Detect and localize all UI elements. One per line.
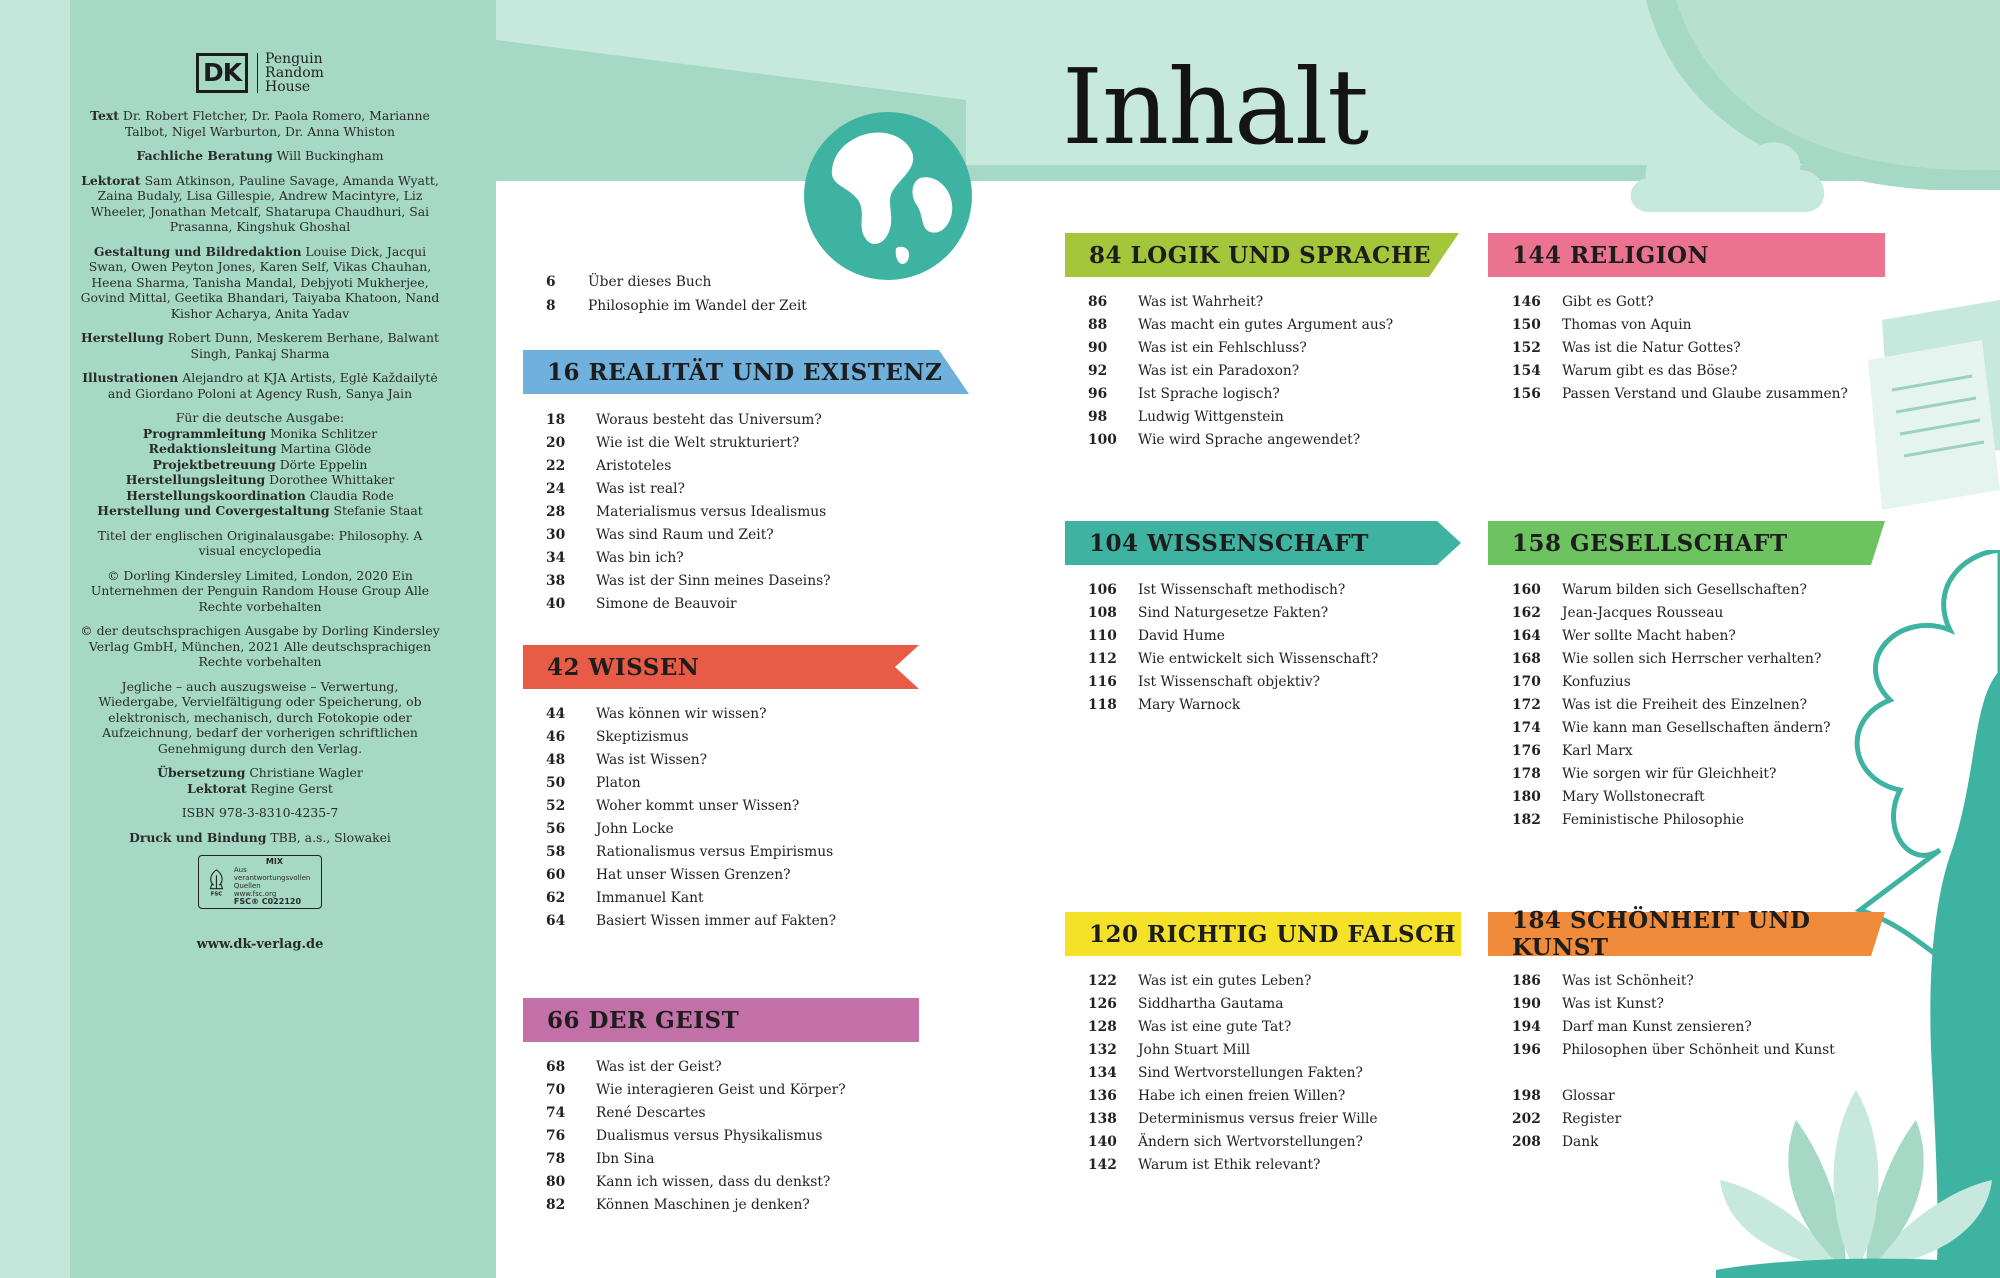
page-number: 140	[1088, 1134, 1117, 1150]
page-number: 190	[1512, 996, 1541, 1012]
entry-title: Thomas von Aquin	[1562, 317, 1692, 333]
entry-title: Was ist ein Paradoxon?	[1138, 363, 1300, 379]
page-number: 142	[1088, 1157, 1117, 1173]
list-item[interactable]	[1088, 291, 1393, 314]
entry-title: Was bin ich?	[596, 550, 684, 566]
list-item[interactable]	[1088, 406, 1393, 429]
list-item[interactable]	[546, 1194, 846, 1217]
translation-credit: Lektorat Regine Gerst	[187, 780, 333, 796]
entry-title: Mary Warnock	[1138, 697, 1241, 713]
credit-illustrations: Illustrationen Alejandro at KJA Artists, Eglė Každailytė and Giordano Poloni at Agency Rush, Sanya Jain	[82, 370, 438, 401]
credit-production: Herstellung Robert Dunn, Meskerem Berhane, Balwant Singh, Pankaj Sharma	[81, 330, 439, 361]
section-heading-wissenschaft[interactable]: 104 WISSENSCHAFT	[1089, 529, 1369, 557]
page-number: 98	[1088, 409, 1108, 425]
fsc-url: www.fsc.org	[233, 890, 277, 898]
section-list-wissen	[546, 703, 836, 933]
entry-title: Habe ich einen freien Willen?	[1138, 1088, 1346, 1104]
entry-title: Aristoteles	[596, 458, 672, 474]
list-item[interactable]	[1088, 1062, 1378, 1085]
page-number: 34	[546, 550, 566, 566]
list-item[interactable]	[1512, 717, 1830, 740]
page-number: 134	[1088, 1065, 1117, 1081]
section-heading-schoenheit[interactable]: 184 SCHÖNHEIT UND KUNST	[1512, 907, 1811, 961]
list-item[interactable]	[546, 887, 836, 910]
section-heading-realitaet[interactable]: 16 REALITÄT UND EXISTENZ	[547, 358, 943, 386]
list-item[interactable]	[546, 294, 807, 318]
publisher-line: Penguin	[265, 51, 323, 67]
section-heading-geist[interactable]: 66 DER GEIST	[547, 1006, 740, 1034]
page-number: 48	[546, 752, 566, 768]
section-list-richtig	[1088, 970, 1378, 1177]
entry-title: Wer sollte Macht haben?	[1562, 628, 1736, 644]
page-number: 162	[1512, 605, 1541, 621]
entry-title: Was ist die Freiheit des Einzelnen?	[1562, 697, 1808, 713]
entry-title: Was ist Kunst?	[1562, 996, 1664, 1012]
globe-icon	[800, 108, 976, 284]
section-heading-logik[interactable]: 84 LOGIK UND SPRACHE	[1089, 241, 1432, 269]
print-credit: Druck und Bindung TBB, a.s., Slowakei	[129, 829, 391, 845]
credit-consulting: Fachliche Beratung Will Buckingham	[136, 148, 384, 163]
page-number: 156	[1512, 386, 1541, 402]
list-item[interactable]	[1512, 579, 1830, 602]
page-number: 194	[1512, 1019, 1541, 1035]
entry-title: Philosophen über Schönheit und Kunst	[1562, 1042, 1835, 1058]
list-item[interactable]	[1088, 337, 1393, 360]
page-number: 70	[546, 1082, 566, 1098]
list-item[interactable]	[1512, 291, 1848, 314]
website[interactable]: www.dk-verlag.de	[196, 937, 324, 952]
page-number: 28	[546, 504, 566, 520]
list-item[interactable]	[546, 432, 831, 455]
list-item[interactable]	[1512, 625, 1830, 648]
german-credit: Herstellungsleitung Dorothee Whittaker	[125, 472, 395, 487]
page-number: 180	[1512, 789, 1541, 805]
page-number: 8	[546, 298, 556, 314]
entry-title: Ändern sich Wertvorstellungen?	[1138, 1134, 1363, 1150]
list-item[interactable]	[1512, 337, 1848, 360]
list-item[interactable]	[1088, 694, 1378, 717]
copyright-original: © Dorling Kindersley Limited, London, 2020 Ein Unternehmen der Penguin Random House Group Alle Rechte vorbehalten	[90, 567, 430, 614]
list-item[interactable]	[546, 478, 831, 501]
list-item[interactable]	[546, 1079, 846, 1102]
list-item[interactable]	[546, 270, 807, 294]
list-item[interactable]	[1512, 740, 1830, 763]
page-number: 18	[546, 412, 566, 428]
credit-editing: Lektorat Sam Atkinson, Pauline Savage, Amanda Wyatt, Zaina Budaly, Lisa Gillespie, Andrew Macintyre, Liz Wheeler, Jonathan Metcalf, Shatarupa Chaudhuri, Sai Prasanna, Kingshuk Ghoshal	[81, 172, 439, 234]
page-number: 116	[1088, 674, 1117, 690]
list-item[interactable]	[1088, 360, 1393, 383]
page-number: 56	[546, 821, 566, 837]
entry-title: Kann ich wissen, dass du denkst?	[596, 1174, 831, 1190]
list-item[interactable]	[546, 1125, 846, 1148]
page-number: 112	[1088, 651, 1117, 667]
page-number: 138	[1088, 1111, 1117, 1127]
entry-title: Ludwig Wittgenstein	[1138, 409, 1284, 425]
entry-title: Konfuzius	[1562, 674, 1631, 690]
list-item[interactable]	[1088, 993, 1378, 1016]
list-item[interactable]	[1512, 1131, 1835, 1154]
page-number: 170	[1512, 674, 1541, 690]
list-item[interactable]	[1512, 809, 1830, 832]
entry-title: Was ist Wahrheit?	[1138, 294, 1264, 310]
entry-title: Woher kommt unser Wissen?	[596, 798, 800, 814]
open-book-icon	[1862, 300, 2000, 510]
entry-title: Basiert Wissen immer auf Fakten?	[596, 913, 837, 929]
fsc-code: FSC® C022120	[233, 897, 302, 906]
list-item[interactable]	[1512, 1108, 1835, 1131]
list-item[interactable]	[546, 749, 836, 772]
fsc-short-label: FSC	[210, 891, 223, 898]
entry-title: Glossar	[1562, 1088, 1615, 1104]
entry-title: Warum gibt es das Böse?	[1562, 363, 1738, 379]
entry-title: John Stuart Mill	[1138, 1042, 1250, 1058]
legal-notice: Jegliche – auch auszugsweise – Verwertung, Wiedergabe, Vervielfältigung oder Speicherung, ob elektronisch, mechanisch, durch Fotokopie oder Aufzeichnung, bedarf der vorherigen schriftlichen Genehmigung durch den Verlag.	[98, 678, 422, 756]
page-number: 174	[1512, 720, 1541, 736]
entry-title: Was sind Raum und Zeit?	[596, 527, 774, 543]
credit-design: Gestaltung und Bildredaktion Louise Dick, Jacqui Swan, Owen Peyton Jones, Karen Self, Vikas Chauhan, Heena Sharma, Tanisha Mandal, Debjyoti Mukherjee, Govind Mittal, Geetika Bhandari, Taiyaba Khatoon, Nand Kishor Acharya, Anita Yadav	[80, 243, 440, 321]
list-item[interactable]	[546, 910, 836, 933]
publisher-line: Random	[265, 65, 324, 81]
page-number: 172	[1512, 697, 1541, 713]
page-number: 150	[1512, 317, 1541, 333]
german-credit: Programmleitung Monika Schlitzer	[142, 425, 378, 441]
list-item[interactable]	[1512, 694, 1830, 717]
section-list-wissenschaft	[1088, 579, 1378, 717]
list-item[interactable]	[546, 772, 836, 795]
entry-title: Immanuel Kant	[596, 890, 704, 906]
page-number: 78	[546, 1151, 566, 1167]
entry-title: Ist Wissenschaft objektiv?	[1138, 674, 1321, 690]
page-number: 196	[1512, 1042, 1541, 1058]
list-item[interactable]	[1512, 602, 1830, 625]
page-number: 136	[1088, 1088, 1117, 1104]
german-credit: Projektbetreuung Dörte Eppelin	[152, 456, 368, 472]
page-number: 178	[1512, 766, 1541, 782]
list-item[interactable]	[1088, 314, 1393, 337]
entry-title: Wie ist die Welt strukturiert?	[596, 435, 800, 451]
entry-title: Dank	[1562, 1134, 1599, 1150]
page-number: 118	[1088, 697, 1117, 713]
publisher-line: House	[265, 79, 311, 95]
page-number: 82	[546, 1197, 566, 1213]
list-item[interactable]	[1088, 970, 1378, 993]
list-item[interactable]	[546, 501, 831, 524]
list-item[interactable]	[546, 864, 836, 887]
entry-title: Determinismus versus freier Wille	[1138, 1111, 1378, 1127]
list-item[interactable]	[1088, 625, 1378, 648]
page-title: Inhalt	[1062, 46, 1369, 168]
page-number: 182	[1512, 812, 1541, 828]
list-item[interactable]	[1512, 763, 1830, 786]
entry-title: Was ist Wissen?	[596, 752, 708, 768]
list-item[interactable]	[1512, 360, 1848, 383]
section-list-religion	[1512, 291, 1848, 406]
list-item[interactable]	[546, 593, 831, 616]
page-number: 62	[546, 890, 566, 906]
list-item[interactable]	[1088, 671, 1378, 694]
copyright-german: © der deutschsprachigen Ausgabe by Dorling Kindersley Verlag GmbH, München, 2021 Alle deutschsprachigen Rechte vorbehalten	[80, 623, 440, 669]
list-item[interactable]	[1088, 648, 1378, 671]
list-item[interactable]	[546, 841, 836, 864]
page-number: 22	[546, 458, 566, 474]
list-item[interactable]	[1088, 579, 1378, 602]
entry-title: Wie wird Sprache angewendet?	[1138, 432, 1361, 448]
cloud-icon	[1620, 112, 1840, 224]
page-number: 86	[1088, 294, 1108, 310]
dk-logo-icon: DK	[196, 53, 248, 93]
entry-title: Philosophie im Wandel der Zeit	[588, 298, 807, 314]
page-number: 208	[1512, 1134, 1541, 1150]
page-number: 132	[1088, 1042, 1117, 1058]
page-number: 160	[1512, 582, 1541, 598]
list-item[interactable]	[1088, 429, 1393, 452]
entry-title: Was ist ein Fehlschluss?	[1138, 340, 1307, 356]
list-item[interactable]	[1512, 1085, 1835, 1108]
list-item[interactable]	[1088, 1016, 1378, 1039]
list-item[interactable]	[546, 570, 831, 593]
entry-title: Sind Naturgesetze Fakten?	[1138, 605, 1329, 621]
list-item[interactable]	[1088, 1039, 1378, 1062]
page-number: 152	[1512, 340, 1541, 356]
page-number: 128	[1088, 1019, 1117, 1035]
page-number: 44	[546, 706, 566, 722]
section-list-geist	[546, 1056, 846, 1217]
list-item[interactable]	[546, 547, 831, 570]
page-number: 96	[1088, 386, 1108, 402]
entry-title: Warum bilden sich Gesellschaften?	[1562, 582, 1807, 598]
page-number: 154	[1512, 363, 1541, 379]
translation-credits	[80, 765, 440, 796]
german-credit: Herstellung und Covergestaltung Stefanie Staat	[97, 503, 423, 518]
list-item[interactable]	[546, 455, 831, 478]
page-number: 64	[546, 913, 566, 929]
entry-title: Ist Wissenschaft methodisch?	[1138, 582, 1346, 598]
imprint-band	[0, 0, 70, 1278]
page-number: 38	[546, 573, 566, 589]
entry-title: Siddhartha Gautama	[1138, 996, 1284, 1012]
entry-title: Wie entwickelt sich Wissenschaft?	[1138, 651, 1379, 667]
page-number: 146	[1512, 294, 1541, 310]
german-edition-credits	[80, 410, 440, 519]
list-item[interactable]	[1512, 1016, 1835, 1039]
list-item[interactable]	[1512, 383, 1848, 406]
page-number: 46	[546, 729, 566, 745]
credit-text: Text Dr. Robert Fletcher, Dr. Paola Romero, Marianne Talbot, Nigel Warburton, Dr. Anna Whiston	[90, 108, 430, 139]
entry-title: Passen Verstand und Glaube zusammen?	[1562, 386, 1848, 402]
entry-title: Dualismus versus Physikalismus	[596, 1128, 823, 1144]
entry-title: Sind Wertvorstellungen Fakten?	[1138, 1065, 1363, 1081]
page-number: 68	[546, 1059, 566, 1075]
page-number: 58	[546, 844, 566, 860]
fsc-tree-icon	[205, 860, 228, 904]
section-heading-religion[interactable]: 144 RELIGION	[1512, 241, 1710, 269]
entry-title: David Hume	[1138, 628, 1225, 644]
entry-title: Was ist die Natur Gottes?	[1562, 340, 1741, 356]
entry-title: Materialismus versus Idealismus	[596, 504, 827, 520]
entry-title: Was können wir wissen?	[596, 706, 767, 722]
list-item[interactable]	[546, 1148, 846, 1171]
list-item[interactable]	[546, 726, 836, 749]
list-item[interactable]	[546, 1102, 846, 1125]
list-item[interactable]	[1088, 602, 1378, 625]
list-item[interactable]	[1512, 671, 1830, 694]
entry-title: Was ist der Sinn meines Daseins?	[596, 573, 831, 589]
entry-title: Karl Marx	[1562, 743, 1633, 759]
entry-title: Was ist Schönheit?	[1562, 973, 1694, 989]
page-number: 80	[546, 1174, 566, 1190]
list-item[interactable]	[546, 795, 836, 818]
entry-title: Jean-Jacques Rousseau	[1562, 605, 1724, 621]
page-number: 74	[546, 1105, 566, 1121]
entry-title: Feministische Philosophie	[1562, 812, 1745, 828]
page-number: 198	[1512, 1088, 1541, 1104]
german-credit: Redaktionsleitung Martina Glöde	[148, 441, 372, 456]
entry-title: Simone de Beauvoir	[596, 596, 737, 612]
page-number: 108	[1088, 605, 1117, 621]
entry-title: Woraus besteht das Universum?	[596, 412, 822, 428]
list-item[interactable]	[1512, 786, 1830, 809]
imprint-content	[80, 52, 440, 953]
entry-title: Register	[1562, 1111, 1622, 1127]
page-number: 40	[546, 596, 566, 612]
entry-title: Was macht ein gutes Argument aus?	[1138, 317, 1394, 333]
entry-title: Wie interagieren Geist und Körper?	[596, 1082, 846, 1098]
list-item[interactable]	[1512, 1039, 1835, 1062]
isbn: ISBN 978-3-8310-4235-7	[181, 805, 339, 820]
entry-title: Können Maschinen je denken?	[596, 1197, 810, 1213]
entry-title: Was ist real?	[596, 481, 685, 497]
list-item[interactable]	[1088, 1085, 1378, 1108]
entry-title: Was ist ein gutes Leben?	[1138, 973, 1312, 989]
logo-separator	[257, 53, 258, 93]
page-number: 122	[1088, 973, 1117, 989]
entry-title: Rationalismus versus Empirismus	[596, 844, 834, 860]
page-number: 100	[1088, 432, 1117, 448]
fsc-text	[234, 858, 315, 906]
entry-title: Skeptizismus	[596, 729, 689, 745]
entry-title: Ist Sprache logisch?	[1138, 386, 1280, 402]
page-number: 88	[1088, 317, 1108, 333]
page-number: 20	[546, 435, 566, 451]
section-heading-richtig[interactable]: 120 RICHTIG UND FALSCH	[1089, 920, 1457, 948]
list-item[interactable]	[1512, 970, 1835, 993]
page-number: 92	[1088, 363, 1108, 379]
list-item[interactable]	[546, 524, 831, 547]
page-number: 52	[546, 798, 566, 814]
page-number: 110	[1088, 628, 1117, 644]
entry-title: René Descartes	[596, 1105, 706, 1121]
page-number: 202	[1512, 1111, 1541, 1127]
german-edition-intro: Für die deutsche Ausgabe:	[175, 410, 345, 425]
list-item[interactable]	[546, 1171, 846, 1194]
entry-title: Wie sorgen wir für Gleichheit?	[1562, 766, 1777, 782]
page-number: 6	[546, 274, 556, 290]
entry-title: Mary Wollstonecraft	[1562, 789, 1705, 805]
list-item[interactable]	[1512, 648, 1830, 671]
section-list-logik	[1088, 291, 1393, 452]
original-title: Titel der englischen Originalausgabe: Philosophy. A visual encyclopedia	[97, 527, 423, 558]
list-item[interactable]	[1088, 1154, 1378, 1177]
entry-title: Gibt es Gott?	[1562, 294, 1654, 310]
page-number: 90	[1088, 340, 1108, 356]
translation-credit: Übersetzung Christiane Wagler	[157, 765, 363, 780]
list-item[interactable]	[546, 818, 836, 841]
list-item[interactable]	[546, 1056, 846, 1079]
entry-title: Über dieses Buch	[588, 274, 712, 290]
list-item[interactable]	[546, 409, 831, 432]
page-number: 76	[546, 1128, 566, 1144]
page-number: 164	[1512, 628, 1541, 644]
page-number: 176	[1512, 743, 1541, 759]
section-list-gesellschaft	[1512, 579, 1830, 832]
entry-title: Platon	[596, 775, 641, 791]
section-heading-wissen[interactable]: 42 WISSEN	[547, 653, 700, 681]
entry-title: Wie kann man Gesellschaften ändern?	[1562, 720, 1831, 736]
page-number: 30	[546, 527, 566, 543]
german-credit: Herstellungskoordination Claudia Rode	[126, 487, 394, 503]
section-list-realitaet	[546, 409, 831, 616]
list-item[interactable]	[1088, 1108, 1378, 1131]
entry-title: Ibn Sina	[596, 1151, 655, 1167]
imprint-column	[0, 0, 496, 1278]
list-item[interactable]	[1512, 314, 1848, 337]
entry-title: Was ist der Geist?	[596, 1059, 722, 1075]
penguin-random-house-wordmark	[265, 52, 324, 94]
page-number: 24	[546, 481, 566, 497]
section-heading-gesellschaft[interactable]: 158 GESELLSCHAFT	[1512, 529, 1788, 557]
page-number: 50	[546, 775, 566, 791]
entry-title: Was ist eine gute Tat?	[1138, 1019, 1292, 1035]
list-item[interactable]	[1512, 993, 1835, 1016]
entry-title: Warum ist Ethik relevant?	[1138, 1157, 1321, 1173]
list-item[interactable]	[1088, 383, 1393, 406]
entry-title: Wie sollen sich Herrscher verhalten?	[1562, 651, 1822, 667]
publisher-logo	[80, 52, 440, 94]
list-item[interactable]	[1088, 1131, 1378, 1154]
page-number: 60	[546, 867, 566, 883]
fsc-line: Aus verantwortungsvollen Quellen	[233, 866, 311, 890]
fsc-mix: MIX	[265, 857, 283, 866]
intro-list	[546, 270, 807, 318]
fsc-badge	[198, 855, 322, 909]
list-item[interactable]	[546, 703, 836, 726]
page-number: 168	[1512, 651, 1541, 667]
entry-title: Darf man Kunst zensieren?	[1562, 1019, 1752, 1035]
entry-title: Hat unser Wissen Grenzen?	[596, 867, 791, 883]
entry-title: John Locke	[596, 821, 674, 837]
section-list-schoenheit	[1512, 970, 1835, 1154]
page-number: 186	[1512, 973, 1541, 989]
page-number: 106	[1088, 582, 1117, 598]
page-number: 126	[1088, 996, 1117, 1012]
